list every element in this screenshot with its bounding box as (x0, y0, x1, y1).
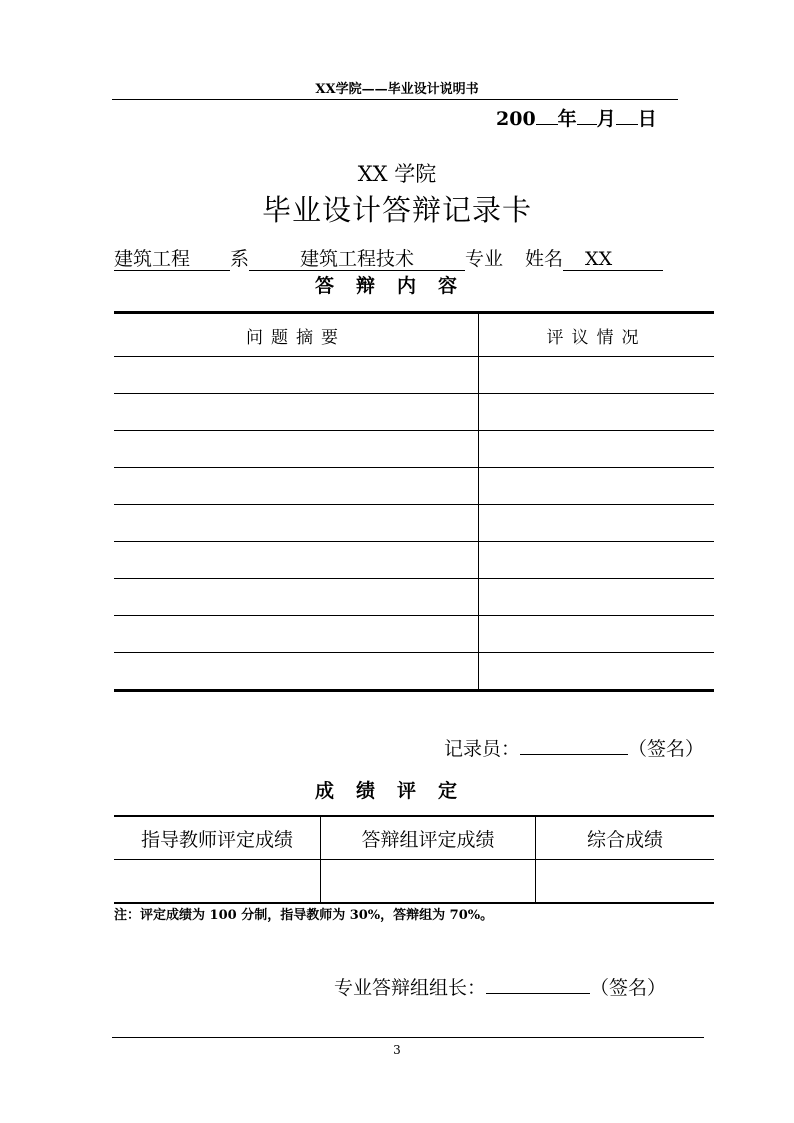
evaluation-cell[interactable] (479, 394, 715, 431)
evaluation-cell[interactable] (479, 616, 715, 653)
department-value: 建筑工程 (114, 248, 191, 270)
table-row (114, 579, 714, 616)
major-label: 专业 (465, 248, 504, 270)
question-summary-cell[interactable] (114, 579, 479, 616)
major-value: 建筑工程技术 (300, 248, 415, 270)
evaluation-cell[interactable] (479, 505, 715, 542)
question-summary-cell[interactable] (114, 505, 479, 542)
recorder-sign-note: （签名） (628, 738, 705, 760)
column-header-advisor-grade: 指导教师评定成绩 (114, 816, 321, 860)
date-month-blank[interactable] (577, 104, 597, 125)
grade-values-row (114, 860, 714, 904)
page-number: 3 (393, 1043, 401, 1057)
leader-sign-note: （签名） (590, 977, 667, 999)
question-summary-cell[interactable] (114, 431, 479, 468)
column-header-question-summary: 问题摘要 (114, 313, 479, 357)
table-row (114, 431, 714, 468)
question-summary-cell[interactable] (114, 468, 479, 505)
date-month-suffix: 月 (596, 108, 616, 130)
leader-signature-field[interactable] (486, 973, 590, 994)
recorder-label: 记录员： (444, 738, 521, 760)
grade-table (114, 815, 714, 904)
table-row (114, 505, 714, 542)
question-summary-cell[interactable] (114, 357, 479, 394)
table-row (114, 542, 714, 579)
date-year-blank[interactable] (536, 104, 558, 125)
department-label: 系 (230, 248, 250, 270)
table-row (114, 357, 714, 394)
running-header-title: XX学院——毕业设计说明书 (315, 82, 479, 97)
column-header-overall-grade: 综合成绩 (536, 816, 715, 860)
question-summary-cell[interactable] (114, 616, 479, 653)
student-info-line (114, 244, 663, 271)
defense-record-table (114, 311, 714, 692)
table-row (114, 468, 714, 505)
table-row (114, 616, 714, 653)
column-header-evaluation: 评议情况 (479, 313, 715, 357)
name-label: 姓名 (525, 248, 564, 270)
question-summary-cell[interactable] (114, 394, 479, 431)
department-field[interactable] (114, 250, 230, 271)
committee-grade-cell[interactable] (321, 860, 536, 904)
advisor-grade-cell[interactable] (114, 860, 321, 904)
name-field[interactable] (563, 250, 663, 271)
school-name: XX 学院 (357, 162, 437, 186)
evaluation-cell[interactable] (479, 431, 715, 468)
defense-section-title: 答辩内容 (314, 275, 479, 297)
grading-note: 注：评定成绩为 100 分制，指导教师为 30%，答辩组为 70%。 (114, 908, 494, 923)
committee-leader-line (334, 973, 666, 1000)
evaluation-cell[interactable] (479, 579, 715, 616)
recorder-line (444, 734, 704, 761)
column-header-committee-grade: 答辩组评定成绩 (321, 816, 536, 860)
evaluation-cell[interactable] (479, 542, 715, 579)
leader-label: 专业答辩组组长： (334, 977, 487, 999)
header-divider (112, 99, 678, 100)
table-row (114, 394, 714, 431)
date-day-suffix: 日 (637, 108, 657, 130)
date-line (496, 104, 657, 131)
overall-grade-cell[interactable] (536, 860, 715, 904)
table-row (114, 653, 714, 691)
date-year-prefix: 200 (496, 108, 536, 130)
recorder-signature-field[interactable] (520, 734, 628, 755)
evaluation-cell[interactable] (479, 468, 715, 505)
page-title: 毕业设计答辩记录卡 (261, 193, 532, 227)
question-summary-cell[interactable] (114, 653, 479, 691)
major-field[interactable] (249, 250, 465, 271)
grading-section-title: 成绩评定 (314, 780, 479, 802)
evaluation-cell[interactable] (479, 357, 715, 394)
name-value: XX (585, 248, 613, 270)
date-day-blank[interactable] (616, 104, 638, 125)
evaluation-cell[interactable] (479, 653, 715, 691)
footer-divider (112, 1037, 704, 1038)
question-summary-cell[interactable] (114, 542, 479, 579)
date-year-suffix: 年 (557, 108, 577, 130)
